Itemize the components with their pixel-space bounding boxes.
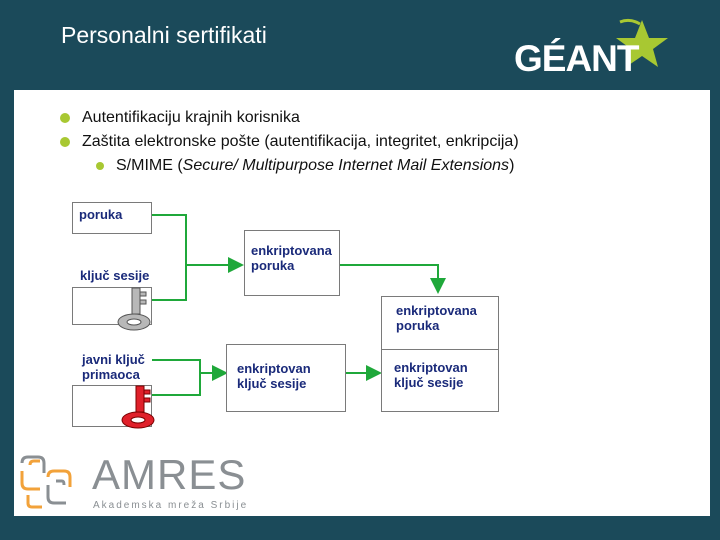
output-message-line1: enkriptovana bbox=[396, 303, 477, 318]
output-message-section bbox=[382, 297, 498, 350]
amres-subtitle: Akademska mreža Srbije bbox=[93, 500, 249, 511]
output-message-line2: poruka bbox=[396, 318, 440, 333]
output-key-section bbox=[382, 350, 498, 390]
encrypted-message-line2: poruka bbox=[251, 258, 295, 273]
footer-tagline: connect • communicate • collaborate bbox=[520, 490, 650, 499]
geant-logo-text: GÉANT bbox=[514, 38, 639, 79]
public-key-label bbox=[82, 352, 145, 382]
amres-logo-icon bbox=[18, 455, 82, 511]
sub-bullet-italic: Secure/ Multipurpose Internet Mail Extensions bbox=[182, 157, 510, 174]
red-key-icon bbox=[118, 382, 158, 432]
gray-key-icon bbox=[114, 284, 154, 334]
public-key-line1: javni ključ bbox=[82, 352, 145, 367]
output-key-line1: enkriptovan bbox=[394, 360, 468, 375]
slide-title: Personalni sertifikati bbox=[61, 22, 267, 48]
encrypted-key-line2: ključ sesije bbox=[237, 376, 307, 391]
sub-bullet-prefix: S/MIME ( bbox=[116, 157, 183, 174]
bullet-text: Zaštita elektronske pošte (autentifikacija, integritet, enkripcija) bbox=[82, 133, 519, 150]
encrypted-message-box bbox=[244, 230, 340, 296]
session-key-label: ključ sesije bbox=[80, 268, 150, 283]
encrypted-key-box bbox=[226, 344, 346, 412]
message-box bbox=[72, 202, 152, 234]
bullet-text: Autentifikaciju krajnih korisnika bbox=[82, 109, 300, 126]
output-key-line2: ključ sesije bbox=[394, 375, 464, 390]
output-envelope-box bbox=[381, 296, 499, 412]
public-key-line2: primaoca bbox=[82, 367, 140, 382]
encrypted-key-line1: enkriptovan bbox=[237, 361, 311, 376]
sub-bullet-suffix: ) bbox=[509, 157, 515, 174]
encrypted-message-line1: enkriptovana bbox=[251, 243, 332, 258]
message-label: poruka bbox=[79, 207, 123, 222]
amres-logo-text: AMRES bbox=[92, 451, 247, 498]
